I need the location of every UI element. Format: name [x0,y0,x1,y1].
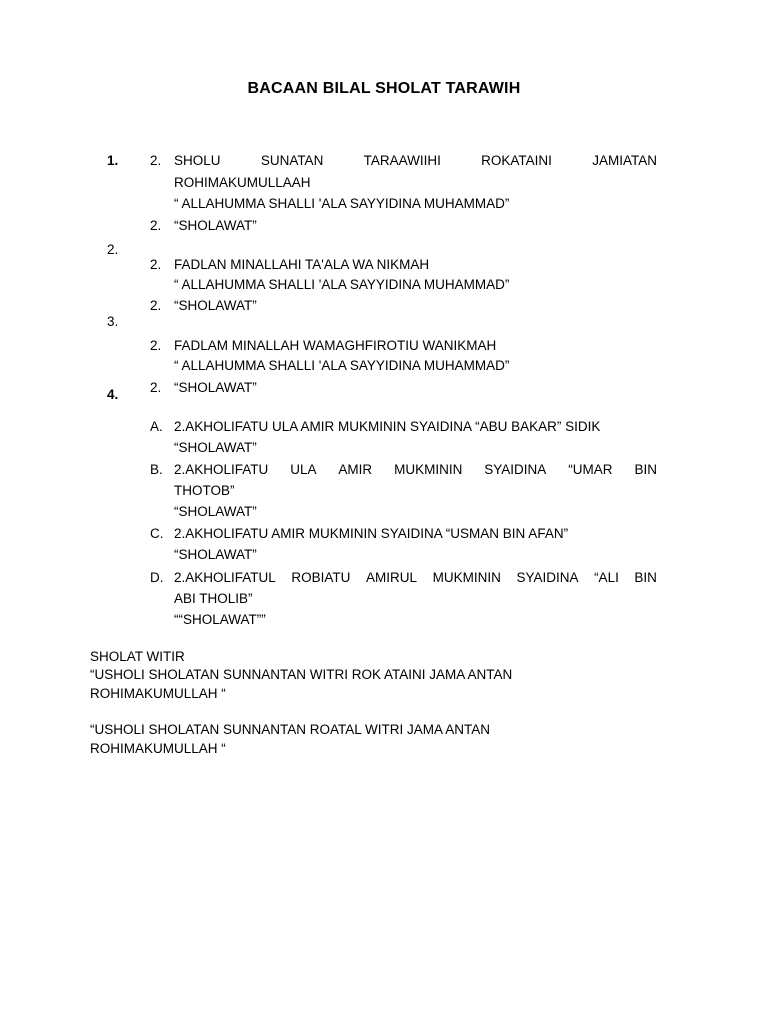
section1-line4: “SHOLAWAT” [174,218,257,233]
section1-line1 [174,152,657,170]
section1-word: ROKATAINI [481,153,552,168]
outer-number-4: 4. [107,387,119,402]
section2-line3: “SHOLAWAT” [174,298,257,313]
section4-c-line2: “SHOLAWAT” [174,547,257,562]
section4-d-word: “ALI [594,570,619,585]
section4-b-line1 [174,461,657,479]
section4-b-word: BIN [634,462,657,477]
section4-letter-c: C. [150,526,164,541]
section4-d-line2: ABI THOLIB” [174,591,253,606]
section2-line1: FADLAN MINALLAHI TA'ALA WA NIKMAH [174,257,430,272]
section1-word: TARAAWIIHI [363,153,441,168]
section1-word: SHOLU [174,153,221,168]
section4-d-word: 2.AKHOLIFATUL [174,570,276,585]
section4-c-line1: 2.AKHOLIFATU AMIR MUKMININ SYAIDINA “USMAN BIN AFAN” [174,526,569,541]
section4-d-line3: ““SHOLAWAT”” [174,612,266,627]
outer-number-1: 1. [107,153,119,168]
witir-paragraph1-line1: “USHOLI SHOLATAN SUNNANTAN WITRI ROK ATAINI JAMA ANTAN [90,667,513,682]
section2-item-number: 2. [150,257,162,272]
section4-d-word: ROBIATU [291,570,351,585]
witir-paragraph2-line2: ROHIMAKUMULLAH “ [90,741,226,756]
section2-item-number-2: 2. [150,298,162,313]
section4-b-word: 2.AKHOLIFATU [174,462,269,477]
section4-d-word: AMIRUL [366,570,418,585]
section4-b-line3: “SHOLAWAT” [174,504,257,519]
document-title: BACAAN BILAL SHOLAT TARAWIH [247,80,521,97]
section3-line1: FADLAM MINALLAH WAMAGHFIROTIU WANIKMAH [174,338,497,353]
section3-item-number: 2. [150,338,162,353]
section4-letter-d: D. [150,570,164,585]
section2-line2: “ ALLAHUMMA SHALLI 'ALA SAYYIDINA MUHAMMAD” [174,277,510,292]
section1-word: SUNATAN [260,153,324,168]
section4-d-word: MUKMININ [432,570,501,585]
section1-line2: ROHIMAKUMULLAAH [174,175,311,190]
witir-heading: SHOLAT WITIR [90,649,185,664]
section4-b-word: MUKMININ [394,462,463,477]
outer-number-3: 3. [107,314,119,329]
outer-number-2: 2. [107,242,119,257]
section4-d-line1 [174,569,657,587]
section4-b-line2: THOTOB” [174,483,235,498]
section4-b-word: “UMAR [568,462,613,477]
section1-item-number-2: 2. [150,218,162,233]
section3-line3: “SHOLAWAT” [174,380,257,395]
section4-a-line1: 2.AKHOLIFATU ULA AMIR MUKMININ SYAIDINA “ABU BAKAR” SIDIK [174,419,601,434]
section4-b-word: SYAIDINA [484,462,547,477]
section4-d-word: BIN [634,570,657,585]
section3-line2: “ ALLAHUMMA SHALLI 'ALA SAYYIDINA MUHAMMAD” [174,358,510,373]
section4-a-line2: “SHOLAWAT” [174,440,257,455]
section3-item-number-2: 2. [150,380,162,395]
section1-line3: “ ALLAHUMMA SHALLI 'ALA SAYYIDINA MUHAMMAD” [174,196,510,211]
section4-d-word: SYAIDINA [516,570,579,585]
section4-b-word: AMIR [338,462,373,477]
witir-paragraph2-line1: “USHOLI SHOLATAN SUNNANTAN ROATAL WITRI JAMA ANTAN [90,722,491,737]
witir-paragraph1-line2: ROHIMAKUMULLAH “ [90,686,226,701]
section1-word: JAMIATAN [592,153,657,168]
section1-item-number: 2. [150,153,162,168]
section4-letter-a: A. [150,419,163,434]
section4-letter-b: B. [150,462,163,477]
section4-b-word: ULA [290,462,317,477]
